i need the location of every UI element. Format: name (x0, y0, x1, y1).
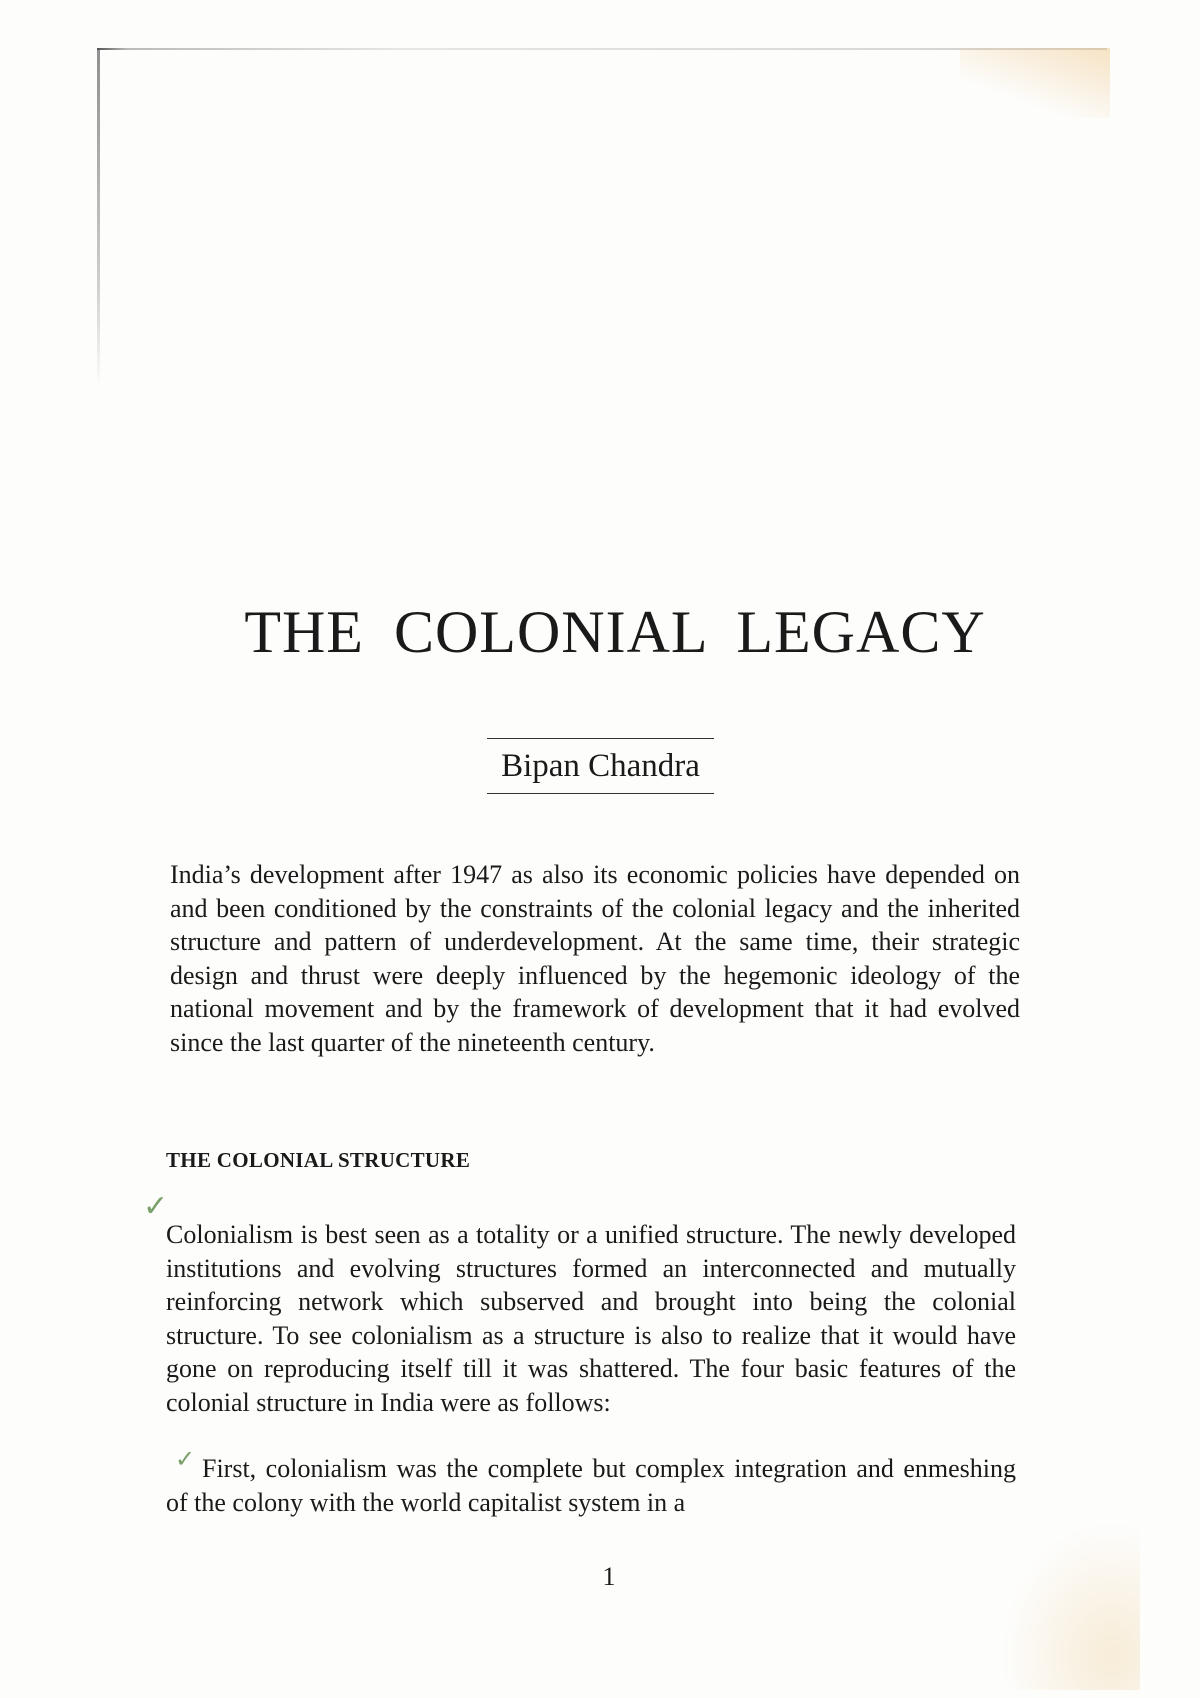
page-number: 1 (602, 1562, 616, 1591)
section-paragraph-1: Colonialism is best seen as a totality or a unified structure. The newly developed institutions and evolving structures formed an interconnected and mutually reinforcing network which subserved and brought into being the colonial structure. To see colonialism as a structure is also to realize that it would have gone on reproducing itself till it was shattered. The four basic features of the colonial structure in India were as follows: (166, 1220, 1016, 1417)
scan-edge-top (97, 48, 1107, 50)
section-paragraph-2: First, colonialism was the complete but complex integration and enmeshing of the colony with the world capitalist system in a (166, 1454, 1016, 1517)
scan-stain-top-right (960, 48, 1110, 118)
author-name: Bipan Chandra (501, 748, 700, 784)
author-rule-top (487, 738, 714, 739)
scan-stain-bottom-right (1000, 1520, 1140, 1690)
chapter-title: THE COLONIAL LEGACY (244, 599, 986, 665)
check-mark-icon: ✓ (175, 1445, 196, 1473)
scan-edge-left (97, 48, 100, 388)
author-rule-bottom (487, 793, 714, 794)
intro-paragraph: India’s development after 1947 as also its economic policies have depended on and been conditioned by the constraints of the colonial legacy and the inherited structure and pattern of underdevelopment. At the same time, their strategic design and thrust were deeply influenced by the hegemonic ideology of the national movement and by the framework of development that it had evolved since the last quarter of the nineteenth century. (170, 860, 1020, 1057)
check-mark-icon: ✓ (143, 1189, 169, 1224)
section-heading: THE COLONIAL STRUCTURE (166, 1148, 471, 1172)
